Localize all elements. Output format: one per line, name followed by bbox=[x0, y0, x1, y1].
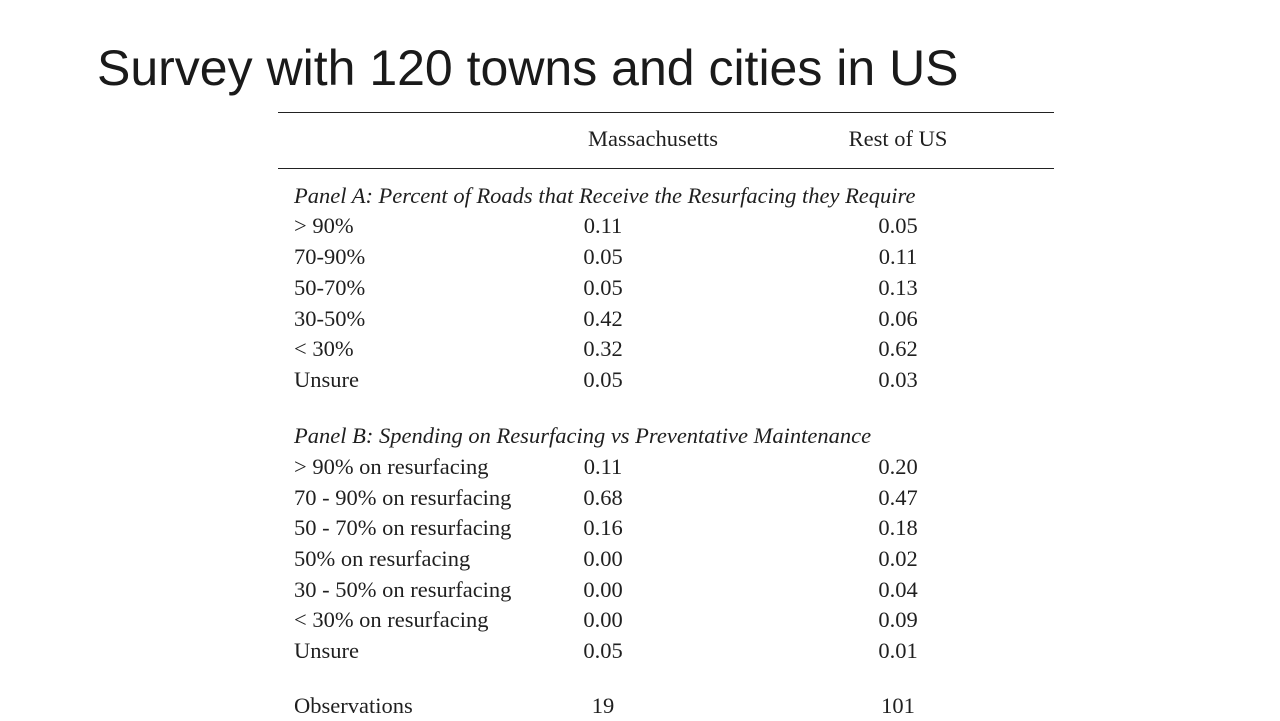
table-row-label: > 90% on resurfacing bbox=[294, 454, 489, 479]
table-cell-massachusetts: 0.11 bbox=[583, 213, 623, 238]
table-row-label: 70-90% bbox=[294, 244, 366, 269]
observations-rest-of-us: 101 bbox=[881, 693, 915, 718]
panel-a-title: Panel A: Percent of Roads that Receive the Resurfacing they Require bbox=[294, 183, 916, 208]
table-cell-rest-of-us: 0.01 bbox=[878, 638, 918, 663]
table-cell-massachusetts: 0.00 bbox=[583, 577, 623, 602]
table-cell-rest-of-us: 0.02 bbox=[878, 546, 918, 571]
table-cell-rest-of-us: 0.09 bbox=[878, 607, 918, 632]
slide-title: Survey with 120 towns and cities in US bbox=[97, 40, 959, 96]
table-row-label: < 30% bbox=[294, 336, 354, 361]
table-cell-rest-of-us: 0.03 bbox=[878, 367, 918, 392]
table-cell-rest-of-us: 0.62 bbox=[878, 336, 918, 361]
table-cell-massachusetts: 0.16 bbox=[583, 515, 623, 540]
table-row-label: 50 - 70% on resurfacing bbox=[294, 515, 512, 540]
observations-massachusetts: 19 bbox=[591, 693, 615, 718]
table-cell-rest-of-us: 0.13 bbox=[878, 275, 918, 300]
table-row-label: < 30% on resurfacing bbox=[294, 607, 489, 632]
table-cell-rest-of-us: 0.06 bbox=[878, 306, 918, 331]
table-row-label: Unsure bbox=[294, 367, 359, 392]
table-cell-massachusetts: 0.05 bbox=[583, 638, 623, 663]
table-row-label: > 90% bbox=[294, 213, 354, 238]
table-cell-rest-of-us: 0.47 bbox=[878, 485, 918, 510]
table-cell-massachusetts: 0.05 bbox=[583, 367, 623, 392]
panel-b-title: Panel B: Spending on Resurfacing vs Preventative Maintenance bbox=[294, 423, 872, 448]
table-cell-massachusetts: 0.00 bbox=[583, 546, 623, 571]
table-cell-massachusetts: 0.68 bbox=[583, 485, 623, 510]
table-cell-rest-of-us: 0.11 bbox=[878, 244, 918, 269]
table-cell-massachusetts: 0.05 bbox=[583, 275, 623, 300]
table-cell-rest-of-us: 0.18 bbox=[878, 515, 918, 540]
table-cell-massachusetts: 0.42 bbox=[583, 306, 623, 331]
table-row-label: 30-50% bbox=[294, 306, 366, 331]
table-cell-massachusetts: 0.05 bbox=[583, 244, 623, 269]
table-row-label: 70 - 90% on resurfacing bbox=[294, 485, 512, 510]
table-row-label: 50% on resurfacing bbox=[294, 546, 471, 571]
table-row-label: Unsure bbox=[294, 638, 359, 663]
table-cell-massachusetts: 0.00 bbox=[583, 607, 623, 632]
table-cell-massachusetts: 0.32 bbox=[583, 336, 623, 361]
observations-label: Observations bbox=[294, 693, 413, 718]
survey-table bbox=[278, 0, 1054, 720]
table-cell-rest-of-us: 0.05 bbox=[878, 213, 918, 238]
table-row-label: 50-70% bbox=[294, 275, 366, 300]
table-cell-massachusetts: 0.11 bbox=[583, 454, 623, 479]
column-header-massachusetts: Massachusetts bbox=[588, 126, 718, 151]
column-header-rest-of-us: Rest of US bbox=[848, 126, 948, 151]
table-row-label: 30 - 50% on resurfacing bbox=[294, 577, 512, 602]
table-cell-rest-of-us: 0.20 bbox=[878, 454, 918, 479]
table-cell-rest-of-us: 0.04 bbox=[878, 577, 918, 602]
